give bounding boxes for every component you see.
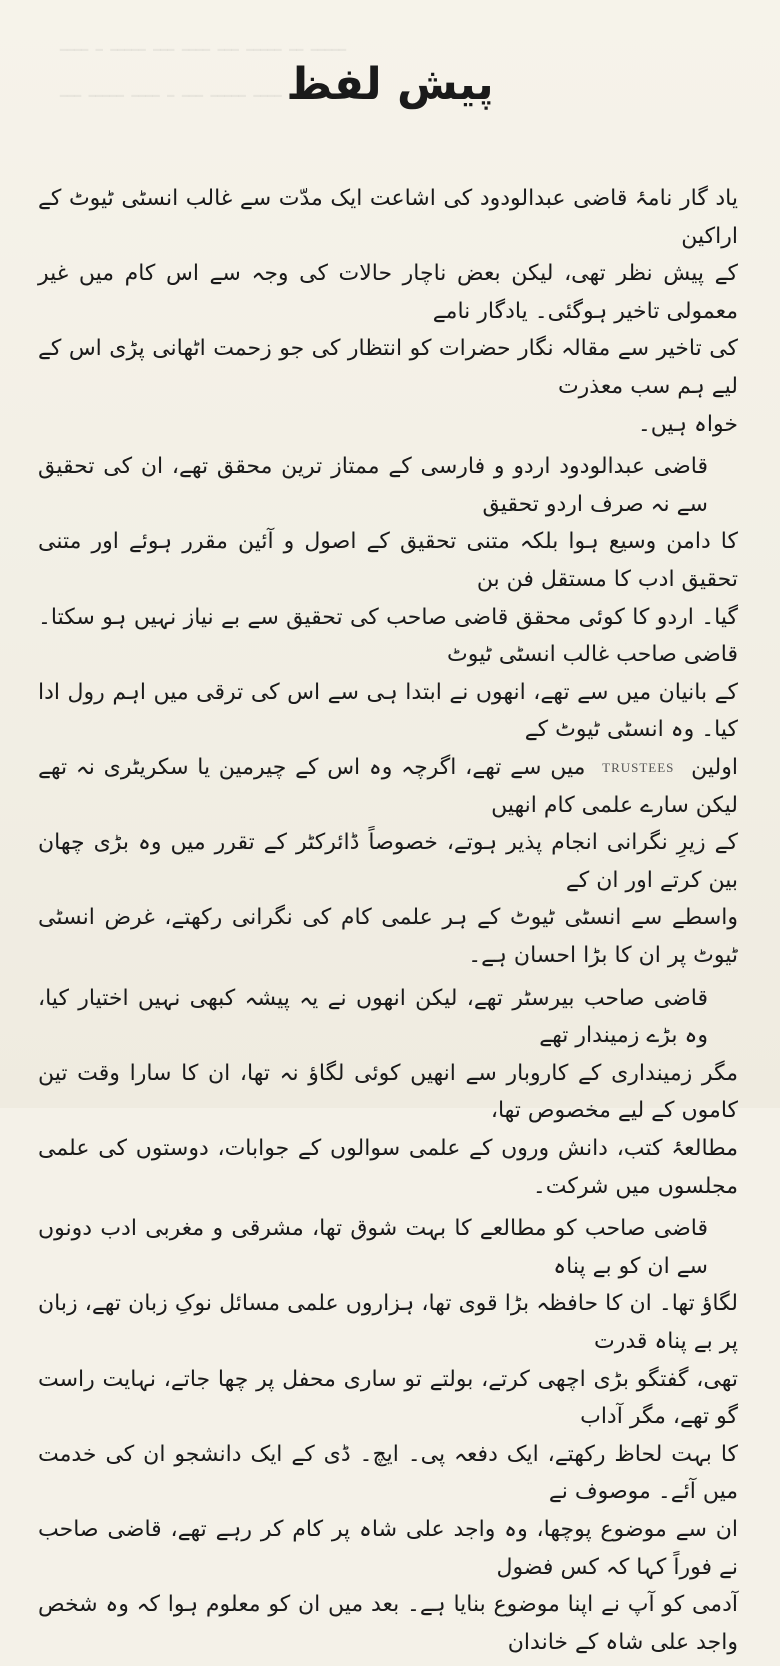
bleed-through-background: ــــ ـ ـــــ ـــ ــــ ـــ ـــــ ــ ـــــ ـــ ـــــ ــــ ـ ـــ ـــــ ــــ bbox=[60, 29, 347, 103]
text-line: قاضی صاحب بیرسٹر تھے، لیکن انھوں نے یہ پیشہ کبھی نہیں اختیار کیا، وہ بڑے زمیندار تھے bbox=[38, 985, 708, 1049]
text-line: آدمی کو آپ نے اپنا موضوع بنایا ہے۔ بعد میں ان کو معلوم ہوا کہ وہ شخص واجد علی شاہ کے خاندان bbox=[38, 1592, 738, 1655]
text-line: یاد گار نامۂ قاضی عبدالودود کی اشاعت ایک مدّت سے غالب انسٹی ٹیوٹ کے اراکین bbox=[38, 186, 738, 249]
page-title: پیش لفظ bbox=[286, 59, 494, 111]
text-line: لگاؤ تھا۔ ان کا حافظہ بڑا قوی تھا، ہزاروں علمی مسائل نوکِ زبان تھے، زبان پر بے پناہ قدرت bbox=[38, 1291, 738, 1355]
text-line: مگر زمینداری کے کاروبار سے انھیں کوئی لگاؤ نہ تھا، ان کا سارا وقت تین کاموں کے لیے مخصوص تھا، bbox=[38, 1060, 738, 1124]
text-line: کے زیرِ نگرانی انجام پذیر ہوتے، خصوصاً ڈائرکٹر کے تقرر میں وہ بڑی چھان بین کرتے اور ان کے bbox=[38, 830, 738, 893]
text-line: تھی، گفتگو بڑی اچھی کرتے، بولتے تو ساری محفل پر چھا جاتے، نہایت راست گو تھے، مگر آداب bbox=[38, 1366, 738, 1430]
paragraph bbox=[38, 180, 738, 443]
text-line: ان سے موضوع پوچھا، وہ واجد علی شاہ پر کام کر رہے تھے، قاضی صاحب نے فوراً کہا کہ کس فضول bbox=[38, 1516, 738, 1580]
text-line: گیا۔ اردو کا کوئی محقق قاضی صاحب کی تحقیق سے بے نیاز نہیں ہو سکتا۔ قاضی صاحب غالب انسٹی ٹیوٹ bbox=[38, 604, 738, 668]
text-line: واسطے سے انسٹی ٹیوٹ کے ہر علمی کام کی نگرانی رکھتے، غرض انسٹی ٹیوٹ پر ان کا بڑا احسان ہے۔ bbox=[38, 905, 738, 969]
text-line: قاضی صاحب کو مطالعے کا بہت شوق تھا، مشرقی و مغربی ادب دونوں سے ان کو بے پناہ bbox=[38, 1216, 708, 1279]
text-line: اولین TRUSTEES میں سے تھے، اگرچہ وہ اس کے چیرمین یا سکریٹری نہ تھے لیکن سارے علمی کام انھیں bbox=[38, 749, 738, 824]
text-line: کا دامن وسیع ہوا بلکہ متنی تحقیق کے اصول و آئین مقرر ہوئے اور متنی تحقیق ادب کا مستقل فن بن bbox=[38, 529, 738, 592]
text-line: قاضی عبدالودود اردو و فارسی کے ممتاز ترین محقق تھے، ان کی تحقیق سے نہ صرف اردو تحقیق bbox=[38, 454, 708, 517]
paragraph bbox=[38, 448, 738, 975]
paragraph bbox=[38, 1210, 738, 1661]
text-line: خواہ ہیں۔ bbox=[637, 411, 738, 437]
document-body bbox=[38, 180, 738, 1666]
text-line: کا بہت لحاظ رکھتے، ایک دفعہ پی۔ ایچ۔ ڈی کے ایک دانشجو ان کی خدمت میں آئے۔ موصوف نے bbox=[38, 1441, 738, 1505]
text-line: مطالعۂ کتب، دانش وروں کے علمی سوالوں کے جوابات، دوستوں کی علمی مجلسوں میں شرکت۔ bbox=[38, 1136, 738, 1199]
text-line: کے پیش نظر تھی، لیکن بعض ناچار حالات کی وجہ سے اس کام میں غیر معمولی تاخیر ہوگئی۔ یادگار نامے bbox=[38, 261, 738, 324]
trustees-stamp: TRUSTEES bbox=[602, 760, 675, 776]
paragraph bbox=[38, 980, 738, 1206]
text-line: کے بانیان میں سے تھے، انھوں نے ابتدا ہی سے اس کی ترقی میں اہم رول ادا کیا۔ وہ انسٹی ٹیوٹ کے bbox=[38, 679, 738, 743]
text-line: کی تاخیر سے مقالہ نگار حضرات کو انتظار کی جو زحمت اٹھانی پڑی اس کے لیے ہم سب معذرت bbox=[38, 336, 738, 399]
